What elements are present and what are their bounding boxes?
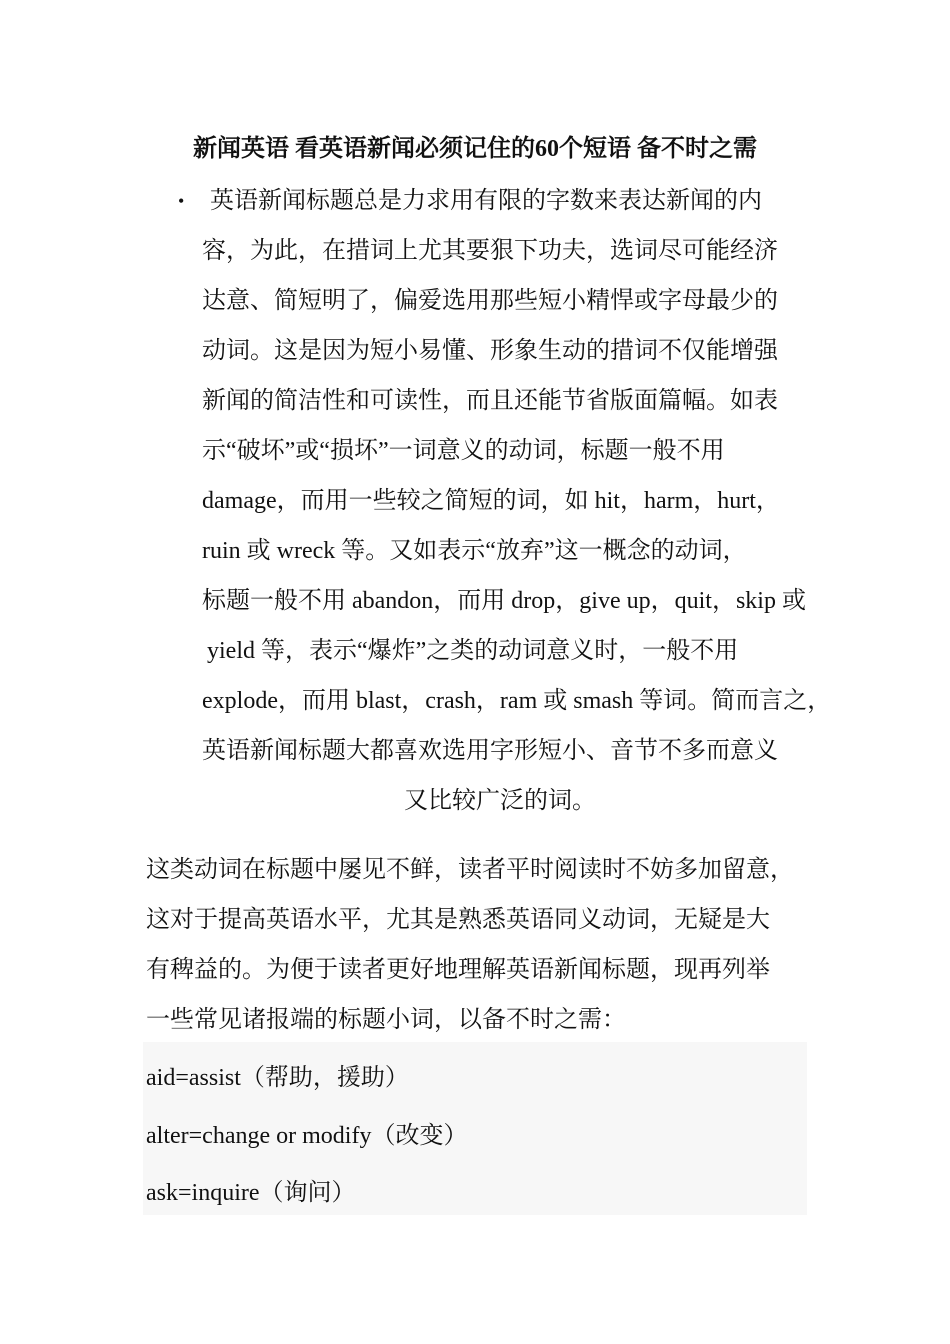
paragraph-line: 这对于提高英语水平，尤其是熟悉英语同义动词，无疑是大 [146, 907, 770, 933]
paragraph-line: 这类动词在标题中屡见不鲜，读者平时阅读时不妨多加留意， [146, 857, 794, 883]
document-title: 新闻英语 看英语新闻必须记住的60个短语 备不时之需 [193, 136, 757, 162]
vocab-item: alter=change or modify（改变） [146, 1123, 468, 1149]
bullet-text-line: explode，而用 blast，crash，ram 或 smash 等词。简而言之， [202, 688, 832, 714]
bullet-text-line: ruin 或 wreck 等。又如表示“放弃”这一概念的动词， [202, 538, 747, 564]
paragraph-line: 一些常见诸报端的标题小词，以备不时之需： [146, 1007, 626, 1033]
bullet-text-line: 又比较广泛的词。 [404, 788, 596, 814]
bullet-marker: • [178, 191, 185, 211]
bullet-text-line: damage，而用一些较之简短的词，如 hit，harm，hurt， [202, 488, 780, 514]
bullet-text-line: 示“破坏”或“损坏”一词意义的动词，标题一般不用 [202, 438, 725, 464]
vocab-item: aid=assist（帮助，援助） [146, 1065, 409, 1091]
vocab-item: ask=inquire（询问） [146, 1180, 356, 1206]
bullet-text-line: 容，为此，在措词上尤其要狠下功夫，选词尽可能经济 [202, 238, 778, 264]
bullet-text-line: 英语新闻标题总是力求用有限的字数来表达新闻的内 [210, 188, 762, 214]
bullet-text-line: yield 等，表示“爆炸”之类的动词意义时，一般不用 [207, 638, 739, 664]
bullet-text-line: 新闻的简洁性和可读性，而且还能节省版面篇幅。如表 [202, 388, 778, 414]
paragraph-line: 有稗益的。为便于读者更好地理解英语新闻标题，现再列举 [146, 957, 770, 983]
bullet-text-line: 英语新闻标题大都喜欢选用字形短小、音节不多而意义 [202, 738, 778, 764]
bullet-text-line: 达意、简短明了，偏爱选用那些短小精悍或字母最少的 [202, 288, 778, 314]
bullet-text-line: 动词。这是因为短小易懂、形象生动的措词不仅能增强 [202, 338, 778, 364]
bullet-text-line: 标题一般不用 abandon，而用 drop，give up，quit，skip 或 [202, 588, 806, 614]
